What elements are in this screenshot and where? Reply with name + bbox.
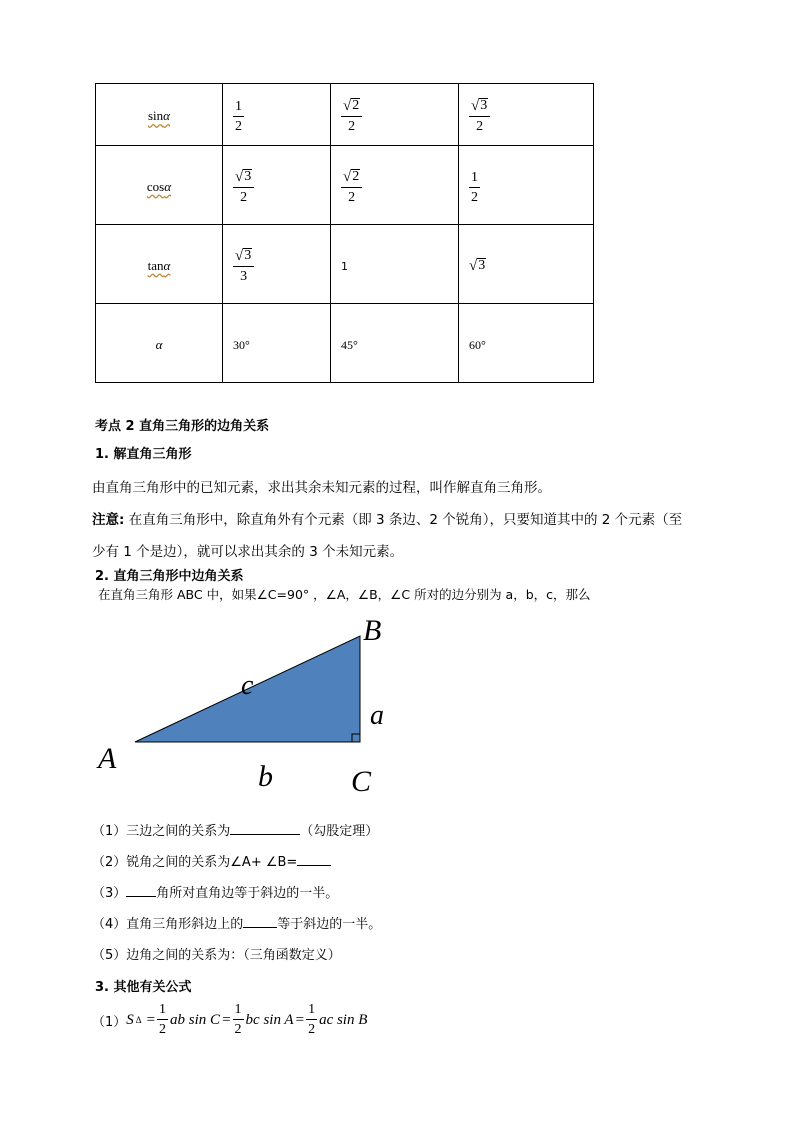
table-cell xyxy=(459,146,594,225)
vertex-label-a: A xyxy=(98,742,117,775)
area-formula-line: （1） S Δ = $\frac{1}{2}$ ab sin C = $\frac{1}{2}$ bc sin A = $\frac{1}{2}$ ac sin B xyxy=(92,1002,368,1037)
subsection-3-title: 3. 其他有关公式 xyxy=(95,980,192,995)
side-label-a: a xyxy=(370,700,384,731)
row-label: cosα xyxy=(96,146,223,225)
row-label: sinα xyxy=(96,84,223,146)
note-text-1: 在直角三角形中，除直角外有个元素（即 3 条边、2 个锐角），只要知道其中的 2 个元素（至 xyxy=(124,512,683,528)
trig-values-table xyxy=(95,83,594,383)
fill-blank-1[interactable] xyxy=(230,834,300,835)
sqrt-symbol: √ 2 xyxy=(343,168,360,185)
definition-paragraph: 由直角三角形中的已知元素，求出其余未知元素的过程，叫作解直角三角形。 xyxy=(92,480,551,496)
sqrt-symbol: √ 3 xyxy=(235,168,252,185)
table-cell xyxy=(223,84,331,146)
fraction: $\frac{1}{2}$ xyxy=(471,169,478,205)
relation-item-2: （2）锐角之间的关系为∠A+ ∠B= xyxy=(92,851,331,870)
table-cell xyxy=(331,84,459,146)
fraction: √ 2 2 xyxy=(341,169,362,205)
table-cell: 45° xyxy=(331,304,459,383)
note-label: 注意: xyxy=(92,512,125,528)
vertex-label-c: C xyxy=(351,765,372,798)
relation-item-3: （3） 角所对直角边等于斜边的一半。 xyxy=(92,886,339,901)
row-label: tanα xyxy=(96,225,223,304)
sqrt-symbol: √ 2 xyxy=(343,98,360,114)
table-cell: 60° xyxy=(459,304,594,383)
table-cell xyxy=(223,146,331,225)
sqrt-symbol: √ 3 xyxy=(469,257,486,274)
half-fraction-3: $\frac{1}{2}$ xyxy=(308,1002,316,1037)
table-row xyxy=(96,225,594,304)
table-row xyxy=(96,146,594,225)
relation-item-1: （1）三边之间的关系为 （勾股定理） xyxy=(92,824,379,839)
fraction: √ 2 2 xyxy=(341,98,362,134)
section-title: 考点 2 直角三角形的边角关系 xyxy=(95,419,270,434)
fraction: √ 3 3 xyxy=(233,248,254,284)
table-cell: 30° xyxy=(223,304,331,383)
fraction: $\frac{1}{2}$ xyxy=(235,99,242,134)
area-formula: S Δ = $\frac{1}{2}$ ab sin C = $\frac{1}{2}$ bc sin A = $\frac{1}{2}$ ac sin B xyxy=(126,1002,368,1037)
table-cell xyxy=(459,225,594,304)
note-line-1 xyxy=(92,508,682,528)
table-row xyxy=(96,304,594,383)
relation-item-4: （4）直角三角形斜边上的 等于斜边的一半。 xyxy=(92,917,382,932)
table-cell xyxy=(223,225,331,304)
table-row xyxy=(96,84,594,146)
table-cell xyxy=(331,146,459,225)
right-triangle-figure xyxy=(95,612,415,802)
subsection-1-title: 1. 解直角三角形 xyxy=(95,447,192,462)
note-line-2: 少有 1 个是边），就可以求出其余的 3 个未知元素。 xyxy=(92,544,404,560)
half-fraction-2: $\frac{1}{2}$ xyxy=(234,1002,242,1037)
side-label-b: b xyxy=(258,760,273,793)
fill-blank-4[interactable] xyxy=(243,927,277,928)
relation-item-5: （5）边角之间的关系为：（三角函数定义） xyxy=(92,948,341,963)
row-label: α xyxy=(96,304,223,383)
side-label-c: c xyxy=(241,670,254,701)
table-cell xyxy=(459,84,594,146)
vertex-label-b: B xyxy=(363,614,382,647)
fill-blank-3[interactable] xyxy=(126,896,156,897)
subsection-2-title: 2. 直角三角形中边角关系 xyxy=(95,569,244,584)
half-fraction-1: $\frac{1}{2}$ xyxy=(159,1002,167,1037)
triangle-intro: 在直角三角形 ABC 中，如果∠C=90° ，∠A，∠B，∠C 所对的边分别为 a，b，c，那么 xyxy=(98,587,591,602)
table-cell: 1 xyxy=(331,225,459,304)
sqrt-symbol: √ 3 xyxy=(471,98,488,114)
fraction: √ 3 2 xyxy=(469,98,490,134)
fill-blank-2[interactable] xyxy=(297,865,331,866)
fraction: √ 3 2 xyxy=(233,169,254,205)
sqrt-symbol: √ 3 xyxy=(235,247,252,264)
